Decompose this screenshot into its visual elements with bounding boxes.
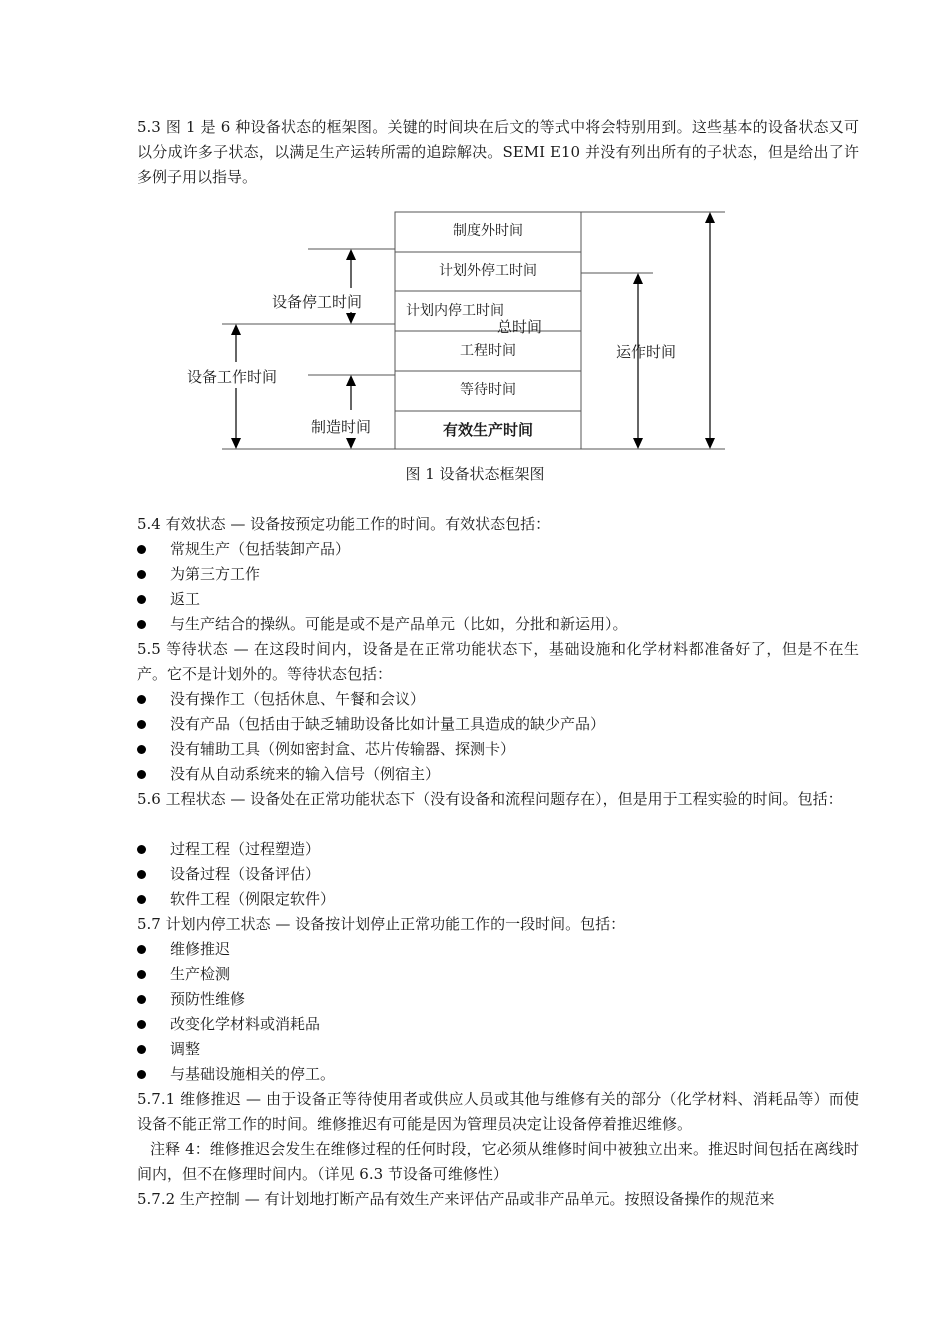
section-5-4-heading: 5.4 有效状态 — 设备按预定功能工作的时间。有效状态包括：: [137, 515, 551, 533]
bullet-dot: [137, 595, 146, 604]
box-non-scheduled-time: 制度外时间: [453, 223, 523, 239]
arrow-head-up: [231, 324, 241, 335]
label-operations-time: 运作时间: [616, 343, 677, 361]
bullet-dot: [137, 1045, 146, 1054]
arrow-head-down: [231, 438, 241, 449]
arrow-head-down: [346, 313, 356, 324]
bullet-dot: [137, 745, 146, 754]
bullet-dot: [137, 1070, 146, 1079]
label-uptime: 设备工作时间: [187, 368, 278, 386]
note-4: 注释 4：维修推迟会发生在维修过程的任何时段，它必须从维修时间中被独立出来。推迟时间包括在离线时间内，但不在修理时间内。（详见 6.3 节设备可维修性）: [137, 1140, 859, 1183]
arrow-head-up: [346, 249, 356, 260]
bullet-dot: [137, 770, 146, 779]
section-5-6-heading: 5.6 工程状态 — 设备处在正常功能状态下（没有设备和流程问题存在），但是用于工程实验的时间。包括：: [137, 790, 843, 808]
section-5-7-2: 5.7.2 生产控制 — 有计划地打断产品有效生产来评估产品或非产品单元。按照设备操作的规范来: [137, 1190, 775, 1208]
box-standby-time: 等待时间: [460, 382, 516, 398]
bullet-dot: [137, 1020, 146, 1029]
arrow-head-up: [633, 273, 643, 284]
section-5-7-1: 5.7.1 维修推迟 — 由于设备正等待使用者或供应人员或其他与维修有关的部分（化学材料、消耗品等）而使设备不能正常工作的时间。维修推迟有可能是因为管理员决定让设备停着推迟维修。: [137, 1090, 859, 1133]
section-5-3: 5.3 图 1 是 6 种设备状态的框架图。关键的时间块在后文的等式中将会特别用到。这些基本的设备状态又可以分成许多子状态，以满足生产运转所需的追踪解决。SEMI E10 并没有列出所有的子状态，但是给出了许多例子用以指导。: [137, 118, 859, 186]
box-engineering-time: 工程时间: [460, 343, 516, 359]
section-5-7-heading: 5.7 计划内停工状态 — 设备按计划停止正常功能工作的一段时间。包括：: [137, 915, 626, 933]
label-manufacturing-time: 制造时间: [311, 418, 372, 436]
bullet-dot: [137, 620, 146, 629]
bullet-dot: [137, 870, 146, 879]
bullet-dot: [137, 570, 146, 579]
label-total-time: 总时间: [497, 318, 543, 336]
box-productive-time: 有效生产时间: [442, 421, 533, 439]
arrow-head-down: [633, 438, 643, 449]
box-scheduled-down-time: 计划内停工时间: [406, 303, 504, 319]
arrow-head-up: [705, 212, 715, 223]
arrow-head-up: [346, 375, 356, 386]
bullet-dot: [137, 720, 146, 729]
bullet-dot: [137, 970, 146, 979]
bullet-dot: [137, 895, 146, 904]
box-unscheduled-down-time: 计划外停工时间: [439, 263, 537, 279]
figure-caption: 图 1 设备状态框架图: [405, 465, 545, 483]
bullet-dot: [137, 695, 146, 704]
arrow-head-down: [705, 438, 715, 449]
bullet-dot: [137, 545, 146, 554]
bullet-dot: [137, 945, 146, 954]
arrow-head-down: [346, 438, 356, 449]
document-page: 5.3 图 1 是 6 种设备状态的框架图。关键的时间块在后文的等式中将会特别用到。这些基本的设备状态又可以分成许多子状态，以满足生产运转所需的追踪解决。SEMI E10 并没有列出所有的子状态，但是给出了许多例子用以指导。 制度外时间 计划外停工时间 计划内停工时间 工程时间 等待时间 有效生产时间 总时间 设备停工时间 设备工作时间 制造时间 运作时间 图 1 设备状态框架图 5.4 有效状态 — 设备按预定功能工作的时间。有效状态包括： 常规生产（包括装卸产品） 为第三方工作 返工 与生产结合的操纵。可能是或不是产品单元（比如，分批和新运用）。 5.5 等待状态 — 在这段时间内，设备是在正常功能状态下，基础设施和化学材料都准备好了，但是不在生产。它不是计划外的。等待状态包括： 没有操作工（包括休息、午餐和会议） 没有产品（包括由于缺乏辅助设备比如计量工具造成的缺少产品） 没有辅助工具（例如密封盒、芯片传输器、探测卡） 没有从自动系统来的输入信号（例宿主） 5.6 工程状态 — 设备处在正常功能状态下（没有设备和流程问题存在），但是用于工程实验的时间。包括： 过程工程（过程塑造） 设备过程（设备评估） 软件工程（例限定软件） 5.7 计划内停工状态 — 设备按计划停止正常功能工作的一段时间。包括： 维修推迟 生产检测 预防性维修 改变化学材料或消耗品 调整 与基础设施相关的停工。 5.7.1 维修推迟 — 由于设备正等待使用者或供应人员或其他与维修有关的部分（化学材料、消耗品等）而使设备不能正常工作的时间。维修推迟有可能是因为管理员决定让设备停着推迟维修。 注释 4：维修推迟会发生在维修过程的任何时段，它必须从维修时间中被独立出来。推迟时间包括在离线时间内，但不在修理时间内。（详见 6.3 节设备可维修性） 5.7.2 生产控制 — 有计划地打断产品有效生产来评估产品或非产品单元。按照设备操作的规范来: [0, 0, 950, 1344]
bullet-dot: [137, 995, 146, 1004]
bullet-dot: [137, 845, 146, 854]
label-down-time: 设备停工时间: [272, 293, 363, 311]
section-5-5-heading: 5.5 等待状态 — 在这段时间内，设备是在正常功能状态下，基础设施和化学材料都准备好了，但是不在生产。它不是计划外的。等待状态包括：: [137, 640, 859, 683]
